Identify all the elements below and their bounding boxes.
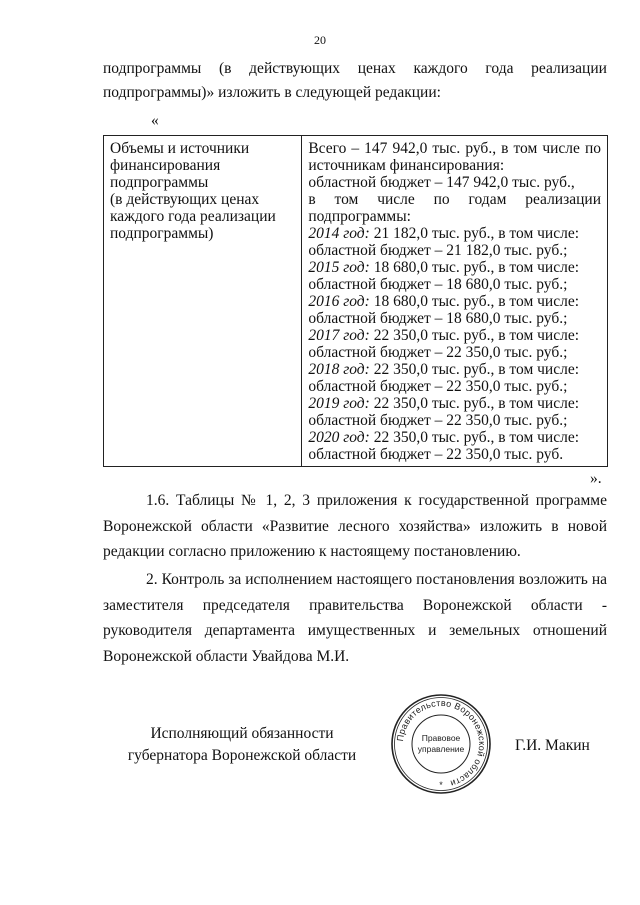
label-line: подпрограммы) (110, 225, 214, 242)
year-budget-line: областной бюджет – 22 350,0 тыс. руб.; (308, 378, 568, 395)
signatory-name: Г.И. Макин (515, 737, 590, 754)
year-amount: 18 680,0 тыс. руб., в том числе: (369, 293, 580, 310)
subprogram-funding-table (103, 135, 608, 467)
label-line: (в действующих ценах (110, 191, 260, 208)
year-amount-line (308, 429, 601, 446)
year-budget-line: областной бюджет – 18 680,0 тыс. руб.; (308, 310, 568, 327)
year-label: 2015 год: (308, 259, 370, 276)
label-line: финансирования (110, 157, 221, 174)
intro-line-2: подпрограммы)» изложить в следующей редакции: (103, 84, 441, 101)
total-line: подпрограммы: (308, 208, 411, 225)
funding-label-cell (104, 136, 302, 467)
year-amount-line (308, 293, 601, 310)
year-amount-line (308, 327, 601, 344)
total-line: источникам финансирования: (308, 157, 505, 174)
paragraph-line: редакции согласно приложению к настоящему постановлению. (103, 543, 521, 560)
paragraph-line: Воронежской области «Развитие лесного хозяйства» изложить в новой (103, 517, 607, 535)
year-label: 2016 год: (308, 293, 370, 310)
seal-center-line: управление (417, 744, 465, 754)
year-label: 2018 год: (308, 361, 370, 378)
year-amount: 22 350,0 тыс. руб., в том числе: (369, 361, 580, 378)
intro-word: года (485, 60, 514, 77)
year-budget-line: областной бюджет – 18 680,0 тыс. руб.; (308, 276, 568, 293)
year-amount-line (308, 395, 601, 412)
year-amount-line (308, 361, 601, 378)
year-amount: 22 350,0 тыс. руб., в том числе: (369, 327, 580, 344)
paragraph-line: заместителя председателя правительства Воронежской области - (103, 596, 607, 614)
paragraph-line: 1.6. Таблицы № 1, 2, 3 приложения к государственной программе (146, 492, 607, 509)
year-amount: 18 680,0 тыс. руб., в том числе: (369, 259, 580, 276)
total-line: областной бюджет – 147 942,0 тыс. руб., (308, 174, 575, 191)
signatory-title-line: Исполняющий обязанности (150, 725, 334, 742)
label-line: Объемы и источники (110, 140, 250, 157)
intro-line-1 (103, 58, 607, 80)
paragraph-2 (103, 567, 607, 669)
year-amount: 22 350,0 тыс. руб., в том числе: (369, 395, 580, 412)
official-seal-stamp (390, 693, 492, 795)
signatory-title-line: губернатора Воронежской области (127, 747, 357, 764)
label-line: каждого года реализации (110, 208, 276, 225)
page-number: 20 (314, 33, 326, 47)
paragraph-line: Воронежской области Увайдова М.И. (103, 647, 350, 665)
year-amount-line (308, 225, 601, 242)
close-quote: ». (590, 470, 602, 487)
year-budget-line: областной бюджет – 22 350,0 тыс. руб. (308, 446, 564, 463)
intro-word: действующих (249, 60, 340, 77)
intro-word: ценах (357, 60, 396, 77)
year-budget-line: областной бюджет – 22 350,0 тыс. руб.; (308, 344, 568, 361)
seal-star: * (439, 780, 443, 790)
table-row (104, 136, 608, 467)
year-budget-line: областной бюджет – 21 182,0 тыс. руб.; (308, 242, 568, 259)
funding-value-cell (302, 136, 608, 467)
year-amount: 21 182,0 тыс. руб., в том числе: (369, 225, 580, 242)
year-label: 2020 год: (308, 429, 370, 446)
label-line: подпрограммы (110, 174, 209, 191)
signatory-title (122, 723, 362, 767)
year-label: 2017 год: (308, 327, 370, 344)
paragraph-1-6 (103, 488, 607, 565)
seal-ring-text: Правительство Воронежской области (395, 697, 488, 789)
intro-word: каждого (413, 60, 468, 77)
total-line: Всего – 147 942,0 тыс. руб., в том числе по (308, 140, 601, 157)
seal-center-line: Правовое (421, 733, 461, 743)
year-budget-line: областной бюджет – 22 350,0 тыс. руб.; (308, 412, 568, 429)
year-label: 2019 год: (308, 395, 370, 412)
year-amount: 22 350,0 тыс. руб., в том числе: (369, 429, 580, 446)
open-quote: « (151, 112, 159, 129)
paragraph-line: 2. Контроль за исполнением настоящего постановления возложить на (146, 571, 607, 588)
year-label: 2014 год: (308, 225, 370, 242)
intro-word: реализации (531, 60, 607, 77)
year-amount-line (308, 259, 601, 276)
paragraph-line: руководителя департамента имущественных и земельных отношений (103, 622, 607, 639)
intro-word: подпрограммы (103, 60, 202, 77)
total-line: в том числе по годам реализации (308, 191, 601, 208)
intro-word: (в (219, 60, 232, 77)
